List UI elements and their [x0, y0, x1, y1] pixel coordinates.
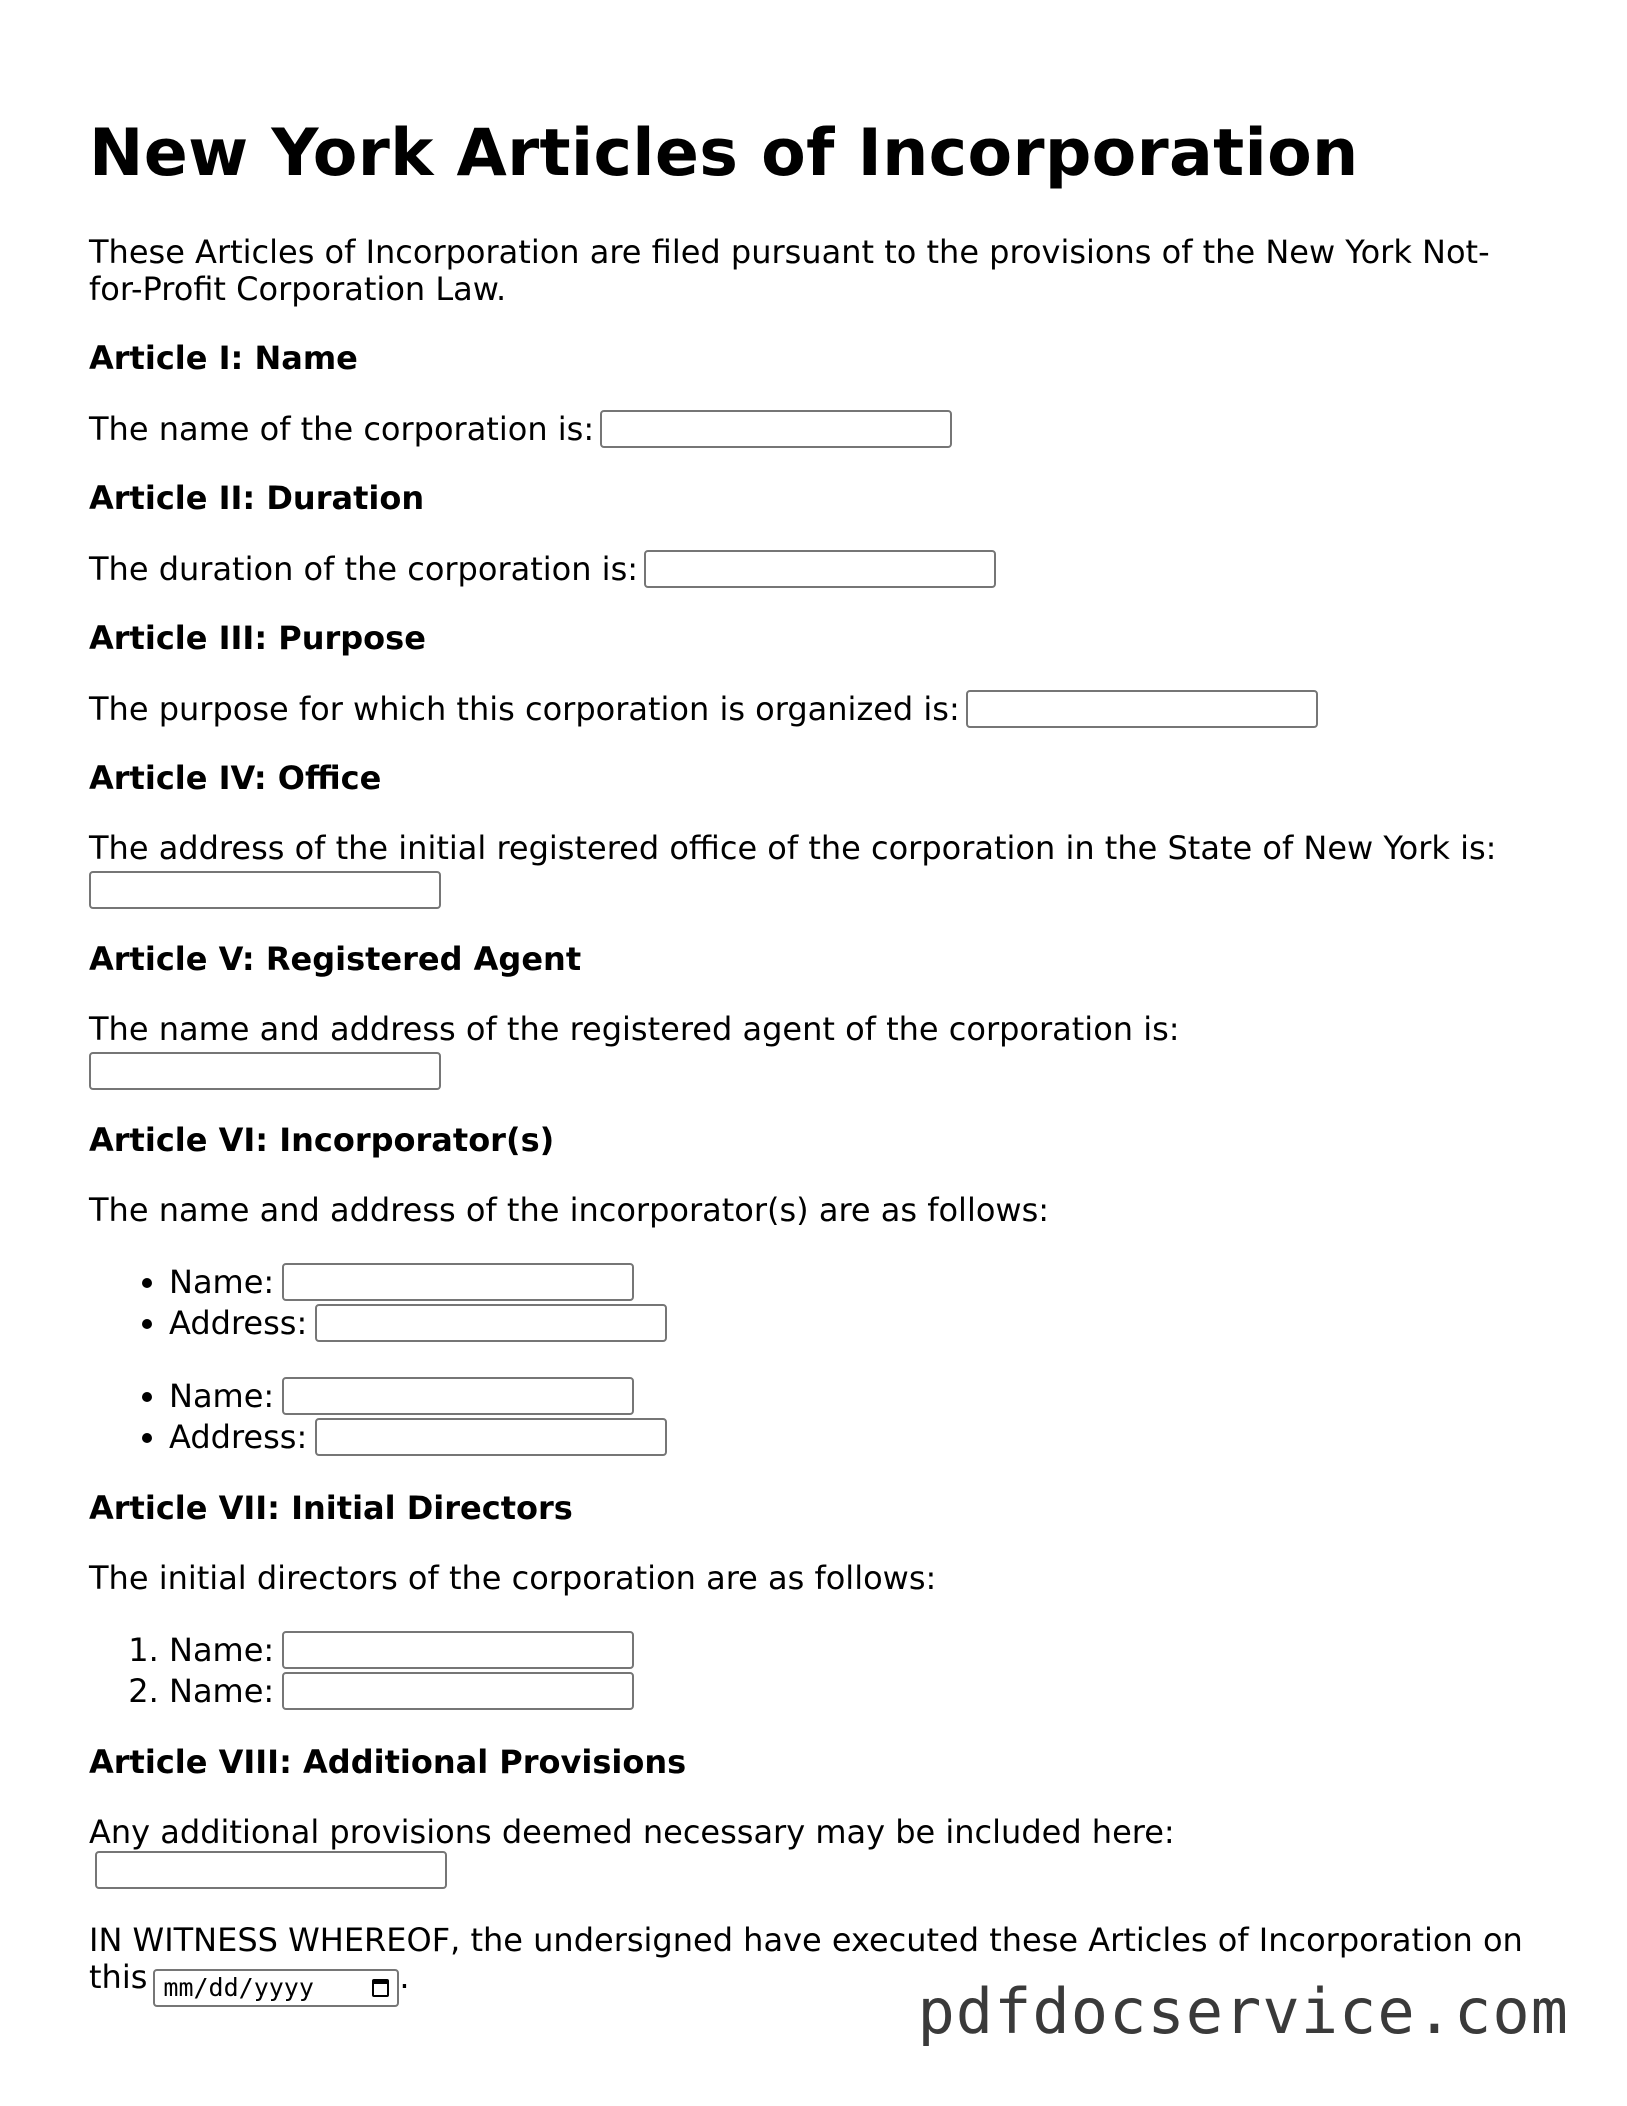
article-incorporators-text: The name and address of the incorporator(s) are as follows: — [89, 1191, 1050, 1229]
document-page — [89, 0, 1529, 2007]
purpose-input[interactable] — [966, 690, 1318, 728]
article-name-line — [89, 410, 1529, 448]
registered-agent-input[interactable] — [89, 1052, 441, 1090]
list-item — [169, 1376, 1529, 1417]
article-office-label: The address of the initial registered office of the corporation in the State of New York is: — [89, 829, 1497, 867]
article-directors-text: The initial directors of the corporation are as follows: — [89, 1559, 937, 1597]
incorporator-name-label: Name: — [169, 1263, 275, 1301]
list-item — [169, 1303, 1529, 1344]
article-provisions-label: Any additional provisions deemed necessary may be included here: — [89, 1813, 1175, 1851]
incorporator-2-list — [89, 1376, 1529, 1458]
article-duration-line — [89, 550, 1529, 588]
incorporator-1-address-input[interactable] — [315, 1304, 667, 1342]
incorporator-2-name-input[interactable] — [282, 1377, 634, 1415]
watermark: pdfdocservice.com — [917, 1975, 1569, 2048]
corporation-name-input[interactable] — [600, 410, 952, 448]
directors-list — [89, 1630, 1529, 1712]
intro-paragraph: These Articles of Incorporation are filed pursuant to the provisions of the New York Not-for-Profit Corporation Law. — [89, 233, 1490, 308]
witness-text: IN WITNESS WHEREOF, the undersigned have executed these Articles of Incorporation on this — [89, 1921, 1523, 1996]
article-agent-line — [89, 1011, 1529, 1090]
article-purpose-label: The purpose for which this corporation is organized is: — [89, 690, 960, 728]
article-name-heading: Article I: Name — [89, 339, 358, 377]
director-name-label: Name: — [169, 1631, 275, 1669]
incorporator-address-label: Address: — [169, 1304, 308, 1342]
witness-period: . — [399, 1958, 410, 1996]
article-name-label: The name of the corporation is: — [89, 410, 595, 448]
article-agent-label: The name and address of the registered agent of the corporation is: — [89, 1010, 1180, 1048]
incorporator-name-label: Name: — [169, 1377, 275, 1415]
article-provisions-line — [89, 1814, 1529, 1889]
additional-provisions-input[interactable] — [95, 1851, 447, 1889]
article-provisions-heading: Article VIII: Additional Provisions — [89, 1743, 687, 1781]
document-title: New York Articles of Incorporation — [89, 116, 1359, 191]
duration-input[interactable] — [644, 550, 996, 588]
article-incorporators-heading: Article VI: Incorporator(s) — [89, 1121, 555, 1159]
article-office-heading: Article IV: Office — [89, 759, 382, 797]
date-placeholder: mm/dd/yyyy — [163, 1973, 314, 2002]
article-duration-heading: Article II: Duration — [89, 479, 425, 517]
incorporator-address-label: Address: — [169, 1418, 308, 1456]
article-purpose-heading: Article III: Purpose — [89, 619, 426, 657]
incorporator-1-list — [89, 1262, 1529, 1344]
list-item — [169, 1417, 1529, 1458]
article-office-line — [89, 830, 1529, 909]
article-agent-heading: Article V: Registered Agent — [89, 940, 582, 978]
list-item — [169, 1262, 1529, 1303]
office-address-input[interactable] — [89, 871, 441, 909]
article-directors-heading: Article VII: Initial Directors — [89, 1489, 573, 1527]
incorporator-2-address-input[interactable] — [315, 1418, 667, 1456]
article-duration-label: The duration of the corporation is: — [89, 550, 639, 588]
director-name-label: Name: — [169, 1672, 275, 1710]
execution-date-input[interactable] — [153, 1969, 399, 2007]
article-purpose-line — [89, 690, 1529, 728]
list-item — [169, 1671, 1529, 1712]
director-2-name-input[interactable] — [282, 1672, 634, 1710]
director-1-name-input[interactable] — [282, 1631, 634, 1669]
incorporator-1-name-input[interactable] — [282, 1263, 634, 1301]
list-item — [169, 1630, 1529, 1671]
calendar-icon[interactable] — [372, 1979, 389, 1997]
